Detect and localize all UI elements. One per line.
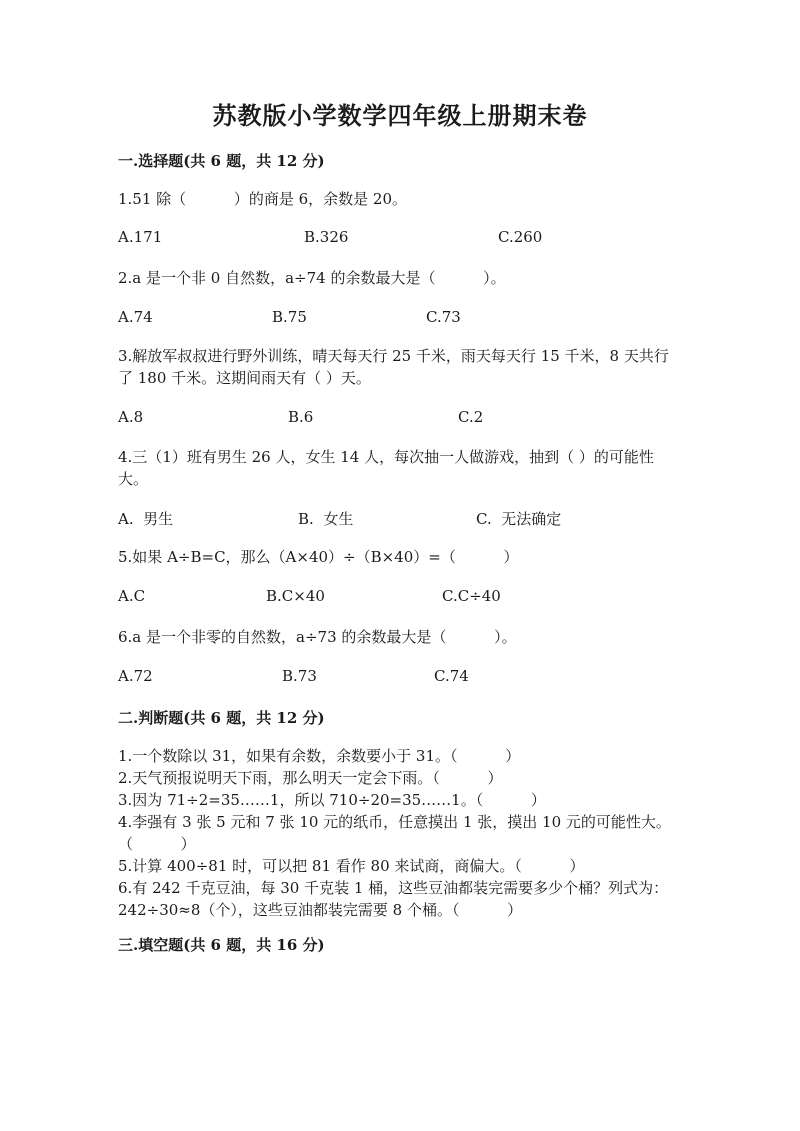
question-6: 6.a 是一个非零的自然数，a÷73 的余数最大是（ ）。 xyxy=(118,628,517,646)
judge-item-6: 6.有 242 千克豆油，每 30 千克装 1 桶，这些豆油都装完需要多少个桶？列式为：242÷30≈8（个），这些豆油都装完需要 8 个桶。（ ） xyxy=(118,879,669,919)
judge-item-5: 5.计算 400÷81 时，可以把 81 看作 80 来试商，商偏大。（ ） xyxy=(118,857,585,875)
q2-option-b: B.75 xyxy=(272,308,307,326)
q3-option-b: B.6 xyxy=(288,408,314,426)
question-2: 2.a 是一个非 0 自然数，a÷74 的余数最大是（ ）。 xyxy=(118,269,506,287)
judge-item-1: 1.一个数除以 31，如果有余数，余数要小于 31。（ ） xyxy=(118,747,521,765)
q1-option-b: B.326 xyxy=(304,228,349,246)
q5-option-c: C.C÷40 xyxy=(442,587,501,605)
question-3: 3.解放军叔叔进行野外训练，晴天每天行 25 千米，雨天每天行 15 千米，8 天共行了 180 千米。这期间雨天有（ ）天。 xyxy=(118,347,669,387)
q4-option-a: A. 男生 xyxy=(118,510,174,528)
page-title: 苏教版小学数学四年级上册期末卷 xyxy=(212,101,588,130)
judge-item-2: 2.天气预报说明天下雨，那么明天一定会下雨。（ ） xyxy=(118,769,503,787)
section-heading-choice: 一.选择题(共 6 题，共 12 分) xyxy=(118,152,325,170)
q1-option-c: C.260 xyxy=(498,228,543,246)
judge-item-3: 3.因为 71÷2=35……1，所以 710÷20=35……1。（ ） xyxy=(118,791,546,809)
section-heading-fill-blank: 三.填空题(共 6 题，共 16 分) xyxy=(118,936,325,954)
q5-option-b: B.C×40 xyxy=(266,587,325,605)
q2-option-a: A.74 xyxy=(118,308,153,326)
q6-option-a: A.72 xyxy=(118,667,153,685)
q2-option-c: C.73 xyxy=(426,308,461,326)
q5-option-a: A.C xyxy=(118,587,146,605)
question-1: 1.51 除（ ）的商是 6，余数是 20。 xyxy=(118,190,408,208)
q4-option-c: C. 无法确定 xyxy=(476,510,562,528)
q6-option-b: B.73 xyxy=(282,667,317,685)
q4-option-b: B. 女生 xyxy=(298,510,354,528)
question-5: 5.如果 A÷B=C，那么（A×40）÷（B×40）=（ ） xyxy=(118,548,519,566)
q3-option-c: C.2 xyxy=(458,408,484,426)
q6-option-c: C.74 xyxy=(434,667,469,685)
judge-item-4: 4.李强有 3 张 5 元和 7 张 10 元的纸币，任意摸出 1 张，摸出 10 元的可能性大。 （ ） xyxy=(118,813,724,853)
section-heading-judgement: 二.判断题(共 6 题，共 12 分) xyxy=(118,709,325,727)
q1-option-a: A.171 xyxy=(118,228,163,246)
q3-option-a: A.8 xyxy=(118,408,144,426)
question-4: 4.三（1）班有男生 26 人，女生 14 人，每次抽一人做游戏，抽到（ ）的可能性大。 xyxy=(118,448,654,488)
